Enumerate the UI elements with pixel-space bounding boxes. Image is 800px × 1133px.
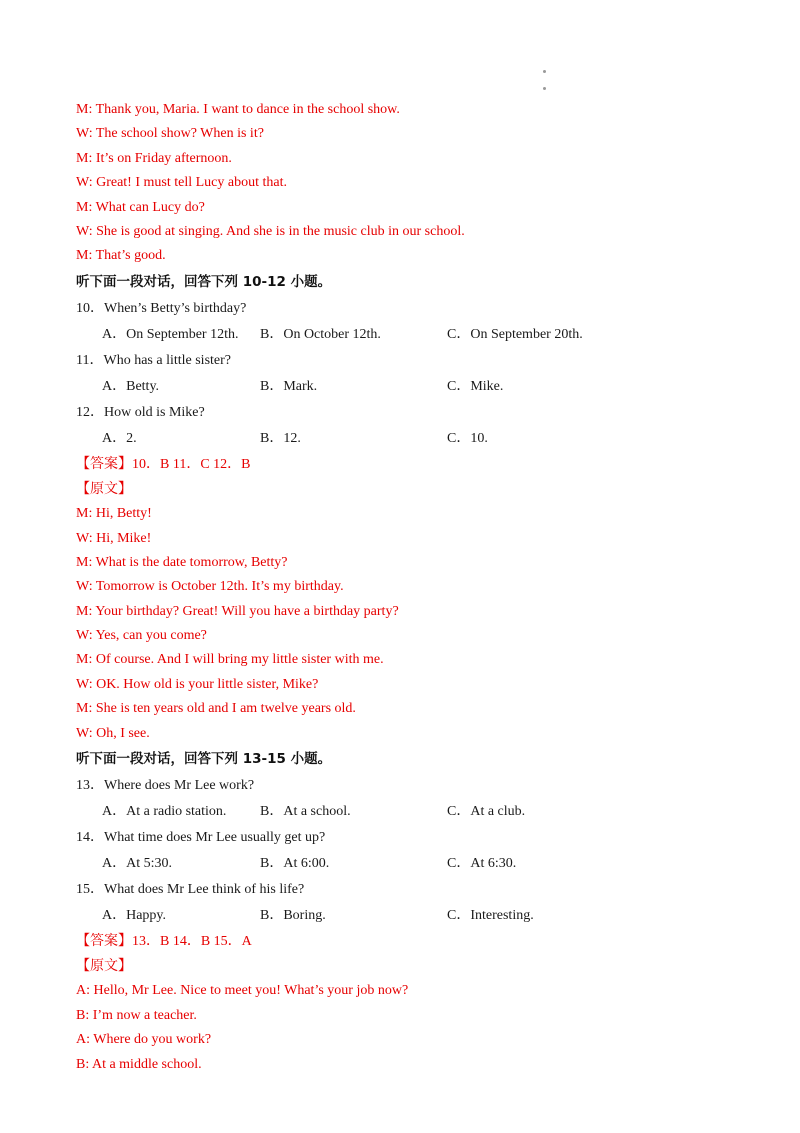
dialogue-line: B: At a middle school.	[76, 1056, 202, 1072]
page-content	[76, 98, 756, 1077]
options-14	[76, 851, 756, 877]
dialogue-line: B: I’m now a teacher.	[76, 1007, 197, 1023]
option-a: A．Betty.	[102, 378, 160, 394]
option-a: A．At a radio station.	[102, 804, 227, 820]
options-13	[76, 799, 756, 825]
option-b: B．On October 12th.	[260, 326, 381, 342]
option-b: B．Mark.	[260, 378, 318, 394]
dialogue-line: M: Hi, Betty!	[76, 506, 152, 522]
option-c: C．On September 20th.	[447, 326, 583, 342]
option-b: B．At a school.	[260, 804, 351, 820]
dialogue-line: W: Yes, can you come?	[76, 628, 207, 644]
question-10: 10．When’s Betty’s birthday?	[76, 300, 247, 316]
dialogue-line: W: OK. How old is your little sister, Mike?	[76, 676, 319, 692]
question-12: 12．How old is Mike?	[76, 404, 205, 420]
question-14: 14．What time does Mr Lee usually get up?	[76, 830, 326, 846]
question-15: 15．What does Mr Lee think of his life?	[76, 882, 305, 898]
dialogue-line: W: Oh, I see.	[76, 725, 150, 741]
dialogue-line: M: What is the date tomorrow, Betty?	[76, 554, 288, 570]
dialogue-line: A: Hello, Mr Lee. Nice to meet you! What’s your job now?	[76, 983, 409, 999]
original-label: 【原文】	[76, 481, 132, 497]
top-dialogue	[76, 98, 756, 269]
option-b: B．At 6:00.	[260, 856, 330, 872]
option-a: A．2.	[102, 430, 137, 446]
answer-key: 【答案】10．B 11．C 12．B	[76, 456, 251, 472]
section-heading: 听下面一段对话，回答下列 13-15 小题。	[76, 751, 332, 768]
options-11	[76, 374, 756, 400]
dialogue-line: W: She is good at singing. And she is in the music club in our school.	[76, 223, 465, 239]
section-13-15	[76, 746, 756, 1077]
option-c: C．Mike.	[447, 378, 504, 394]
dialogue-line: W: The school show? When is it?	[76, 126, 264, 142]
option-b: B．Boring.	[260, 908, 326, 924]
option-c: C．At 6:30.	[447, 856, 517, 872]
options-10	[76, 322, 756, 348]
dialogue-line: M: Your birthday? Great! Will you have a birthday party?	[76, 603, 399, 619]
options-12	[76, 426, 756, 452]
dialogue-line: M: Of course. And I will bring my little sister with me.	[76, 652, 384, 668]
option-c: C．10.	[447, 430, 488, 446]
header-dot	[543, 70, 546, 73]
option-c: C．At a club.	[447, 804, 526, 820]
dialogue-line: M: It’s on Friday afternoon.	[76, 150, 232, 166]
options-15	[76, 903, 756, 929]
dialogue-line: M: That’s good.	[76, 248, 166, 264]
option-a: A．At 5:30.	[102, 856, 172, 872]
answer-key: 【答案】13．B 14．B 15．A	[76, 934, 252, 950]
question-11: 11．Who has a little sister?	[76, 352, 231, 368]
section-10-12	[76, 269, 756, 746]
dialogue-line: W: Tomorrow is October 12th. It’s my birthday.	[76, 579, 344, 595]
section-heading: 听下面一段对话，回答下列 10-12 小题。	[76, 273, 332, 290]
dialogue-line: A: Where do you work?	[76, 1032, 212, 1048]
option-a: A．On September 12th.	[102, 326, 239, 342]
dialogue-line: M: Thank you, Maria. I want to dance in the school show.	[76, 102, 400, 117]
dialogue-line: M: What can Lucy do?	[76, 199, 205, 215]
question-13: 13．Where does Mr Lee work?	[76, 778, 255, 794]
option-c: C．Interesting.	[447, 908, 534, 924]
dialogue-line: M: She is ten years old and I am twelve years old.	[76, 701, 356, 717]
header-dot	[543, 87, 546, 90]
option-b: B．12.	[260, 430, 301, 446]
dialogue-line: W: Hi, Mike!	[76, 530, 152, 546]
option-a: A．Happy.	[102, 908, 167, 924]
original-label: 【原文】	[76, 959, 132, 975]
dialogue-line: W: Great! I must tell Lucy about that.	[76, 175, 287, 191]
